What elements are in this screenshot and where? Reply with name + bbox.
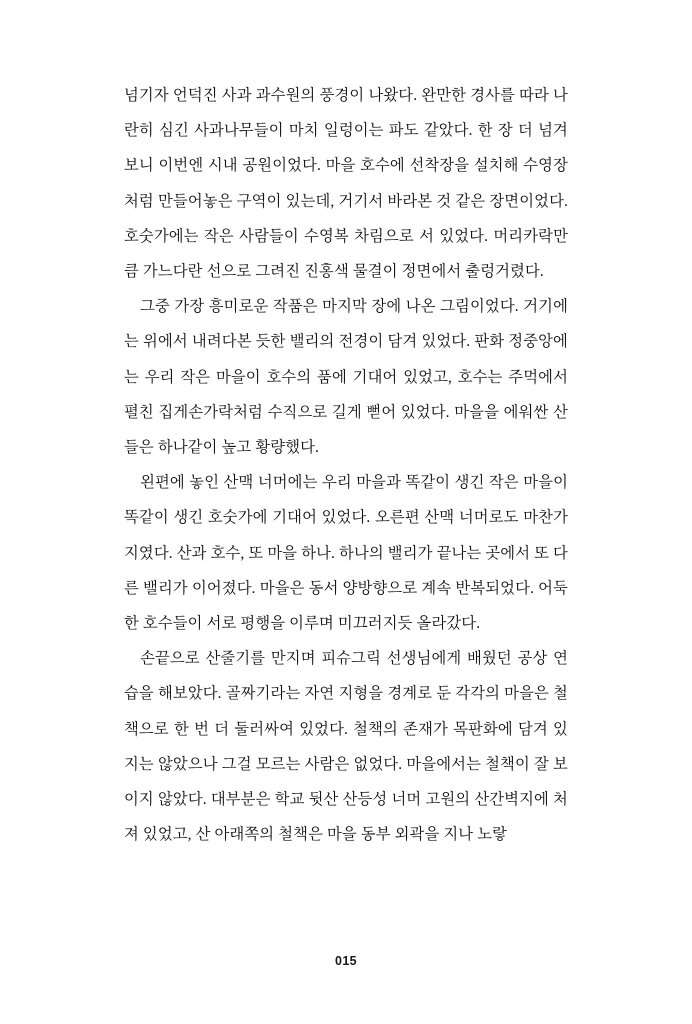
page-number: 015	[334, 954, 358, 968]
paragraph: 왼편에 놓인 산맥 너머에는 우리 마을과 똑같이 생긴 작은 마을이 똑같이 생긴 호숫가에 기대어 있었다. 오른편 산맥 너머로도 마찬가지였다. 산과 호수, 또 마을 하나. 하나의 밸리가 끝나는 곳에서 또 다른 밸리가 이어졌다. 마을은 동서 양방향으로 계속 반복되었다. 어둑한 호수들이 서로 평행을 이루며 미끄러지듯 올라갔다.	[124, 474, 568, 633]
page-body	[124, 78, 568, 852]
paragraph: 넘기자 언덕진 사과 과수원의 풍경이 나왔다. 완만한 경사를 따라 나란히 심긴 사과나무들이 마치 일렁이는 파도 같았다. 한 장 더 넘겨 보니 이번엔 시내 공원이었다. 마을 호수에 선착장을 설치해 수영장처럼 만들어놓은 구역이 있는데, 거기서 바라본 것 같은 장면이었다. 호숫가에는 작은 사람들이 수영복 차림으로 서 있었다. 머리카락만큼 가느다란 선으로 그려진 진홍색 물결이 정면에서 출렁거렸다.	[124, 87, 568, 281]
paragraph: 손끝으로 산줄기를 만지며 피슈그릭 선생님에게 배웠던 공상 연습을 해보았다. 골짜기라는 자연 지형을 경계로 둔 각각의 마을은 철책으로 한 번 더 둘러싸여 있었다. 철책의 존재가 목판화에 담겨 있지는 않았으나 그걸 모르는 사람은 없었다. 마을에서는 철책이 잘 보이지 않았다. 대부분은 학교 뒷산 산등성 너머 고원의 산간벽지에 처져 있었고, 산 아래쪽의 철책은 마을 동부 외곽을 지나 노랗	[124, 650, 568, 844]
paragraph: 그중 가장 흥미로운 작품은 마지막 장에 나온 그림이었다. 거기에는 위에서 내려다본 듯한 밸리의 전경이 담겨 있었다. 판화 정중앙에는 우리 작은 마을이 호수의 품에 기대어 있었고, 호수는 주먹에서 펼친 집게손가락처럼 수직으로 길게 뻗어 있었다. 마을을 에워싼 산들은 하나같이 높고 황량했다.	[124, 298, 568, 457]
